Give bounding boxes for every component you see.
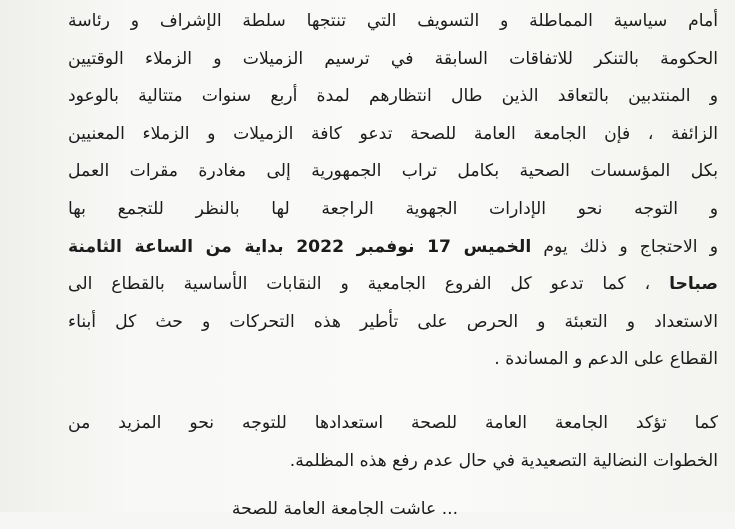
date-intro-text: و الاحتجاج و ذلك يوم (543, 236, 718, 257)
paragraph-line: و المنتدبين بالتعاقد الذين طال انتظارهم لمدة أربع سنوات متتالية بالوعود (68, 86, 718, 107)
paragraph-line-time (68, 266, 718, 304)
paragraph-escalation (68, 405, 718, 480)
paragraph-line: الزائفة ، فإن الجامعة العامة للصحة تدعو كافة الزميلات و الزملاء المعنيين (68, 123, 718, 144)
closing-slogan: ... عاشت الجامعة العامة للصحة (231, 499, 459, 519)
strike-time-text: صباحا (669, 274, 718, 295)
paragraph-line: القطاع على الدعم و المساندة . (494, 349, 718, 370)
paragraph-line: كما تؤكد الجامعة العامة للصحة استعدادها للتوجه نحو المزيد من (68, 413, 718, 433)
paragraph-line: أمام سياسية المماطلة و التسويف التي تنتجها سلطة الإشراف و رئاسة (68, 11, 718, 31)
paragraph-line: الحكومة بالتنكر للاتفاقات السابقة في ترسيم الزميلات و الزملاء الوقتيين (68, 48, 718, 69)
call-branches-text: ، كما تدعو كل الفروع الجامعية و النقابات الأساسية بالقطاع الى (68, 274, 651, 295)
closing-line (230, 491, 460, 529)
strike-date-text: الخميس 17 نوفمبر 2022 بداية من الساعة الثامنة (68, 236, 532, 257)
paragraph-line: الاستعداد و التعبئة و الحرص على تأطير هذه التحركات و حث كل أبناء (68, 311, 718, 332)
paragraph-line-date (68, 229, 718, 267)
paragraph-announcement (68, 3, 718, 379)
paragraph-line: بكل المؤسسات الصحية بكامل تراب الجمهورية إلى مغادرة مقرات العمل (68, 161, 718, 182)
paragraph-line: الخطوات النضالية التصعيدية في حال عدم رفع هذه المظلمة. (289, 450, 718, 471)
paragraph-line: و التوجه نحو الإدارات الجهوية الراجعة لها بالنظر للتجمع بها (68, 198, 718, 219)
